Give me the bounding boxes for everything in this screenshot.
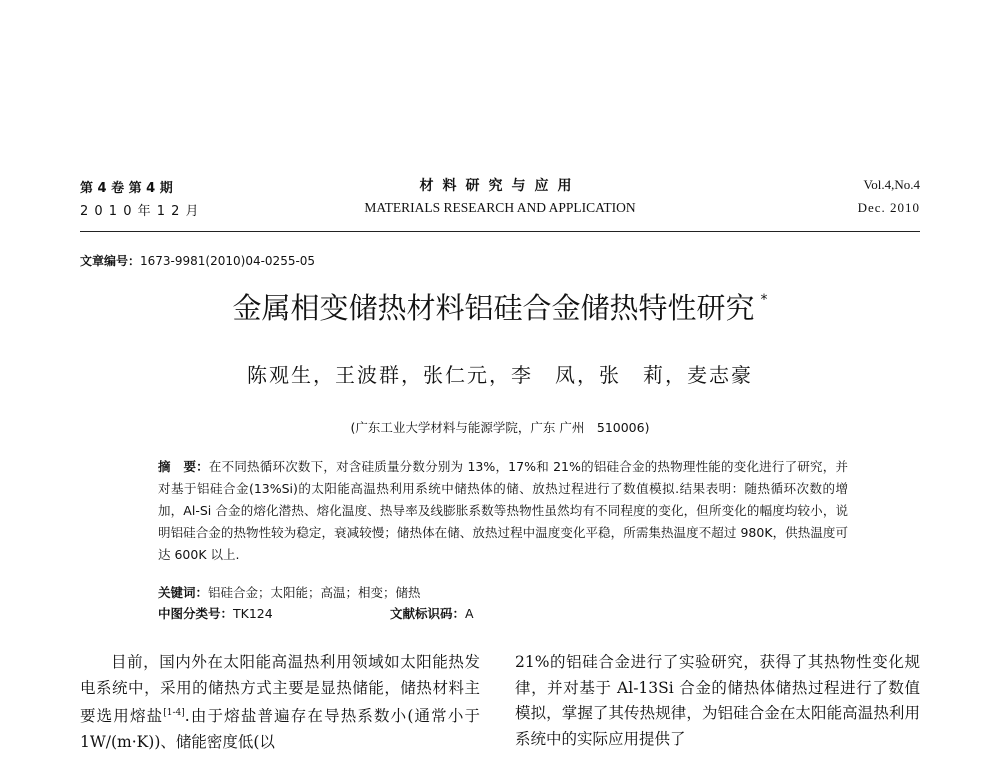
clc-value: TK124	[233, 606, 273, 621]
journal-name-cn: 材料研究与应用	[419, 178, 581, 194]
title-footnote-mark: *	[760, 292, 768, 308]
clc-number	[158, 604, 273, 622]
paper-title	[100, 286, 900, 327]
citation-ref: [1-4]	[163, 708, 185, 718]
keywords	[158, 583, 421, 601]
keywords-text: 铝硅合金；太阳能；高温；相变；储热	[208, 585, 421, 600]
abstract-text: 在不同热循环次数下，对含硅质量分数分别为 13%，17%和 21%的铝硅合金的热物理性能的变化进行了研究，并对基于铝硅合金(13%Si)的太阳能高温热利用系统中储热体的储、放热过程进行了数值模拟.结果表明：随热循环次数的增加，Al-Si 合金的熔化潜热、熔化温度、热导率及线膨胀系数等热物性虽然均有不同程度的变化，但所变化的幅度均较小，说明铝硅合金的热物性较为稳定，衰减较慢；储热体在储、放热过程中温度变化平稳，所需集热温度不超过 980K，供热温度可达 600K 以上.	[158, 459, 848, 562]
affiliation: (广东工业大学材料与能源学院，广东 广州 510006)	[350, 420, 650, 435]
document-code-label: 文献标识码：	[390, 606, 466, 621]
body-left-text: 目前，国内外在太阳能高温热利用领域如太阳能热发电系统中，采用的储热方式主要是显热储能，储热材料主要选用熔盐	[80, 653, 480, 725]
publication-date-cn: 2 0 1 0 年 1 2 月	[80, 204, 200, 219]
volume-issue: 第 4 卷 第 4 期	[80, 181, 173, 196]
abstract	[158, 456, 848, 566]
journal-name-en: MATERIALS RESEARCH AND APPLICATION	[364, 200, 636, 215]
publication-date-en: Dec. 2010	[857, 200, 920, 215]
body-column-right: 21%的铝硅合金进行了实验研究，获得了其热物性变化规律，并对基于 Al-13Si 合金的储热体储热过程进行了数值模拟，掌握了其传热规律，为铝硅合金在太阳能高温热利用系统中的实际应用提供了	[515, 653, 920, 748]
article-number-label: 文章编号：	[80, 254, 141, 268]
article-number-value: 1673-9981(2010)04-0255-05	[140, 254, 316, 268]
clc-label: 中图分类号：	[158, 606, 234, 621]
document-code	[390, 604, 474, 622]
header-rule	[80, 231, 920, 232]
body-column-left	[80, 650, 480, 755]
author-list: 陈观生，王波群，张仁元，李 凤，张 莉，麦志豪	[247, 363, 753, 387]
abstract-label: 摘 要：	[158, 459, 209, 474]
keywords-label: 关键词：	[158, 585, 209, 600]
body-left-text-cont: .由于熔盐普遍存在导热系数小(通常小于 1W/(m·K))、储能密度低(以	[80, 707, 480, 751]
volume-issue-en: Vol.4,No.4	[863, 177, 920, 192]
document-code-value: A	[465, 606, 474, 621]
article-number	[80, 252, 315, 269]
paper-title-text: 金属相变储热材料铝硅合金储热特性研究	[232, 291, 755, 325]
